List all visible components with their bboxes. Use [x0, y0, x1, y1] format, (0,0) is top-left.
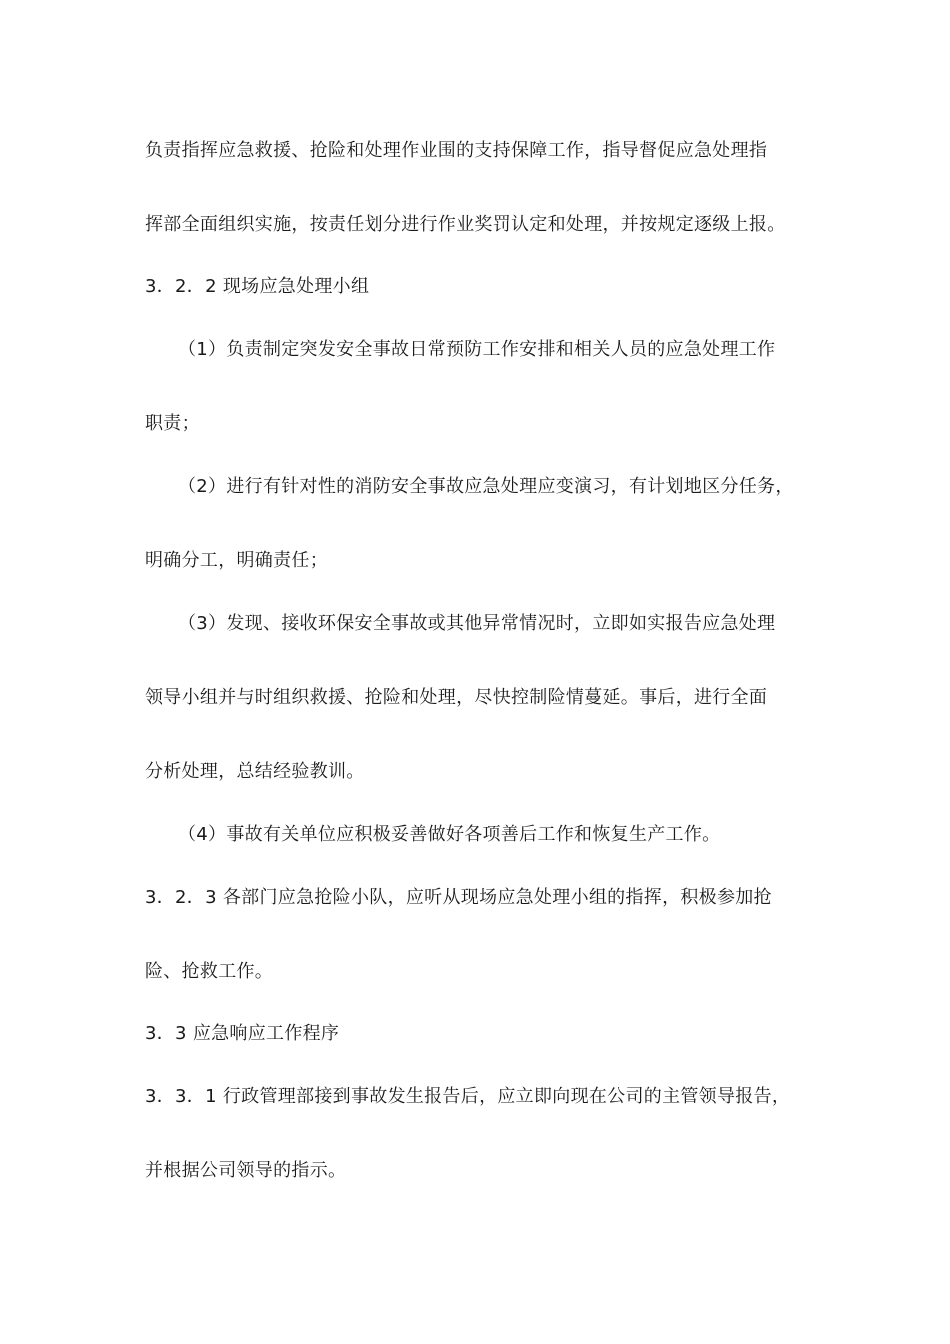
list-item-line: （1）负责制定突发安全事故日常预防工作安排和相关人员的应急处理工作 [178, 339, 776, 360]
section-heading: 3．3．1 行政管理部接到事故发生报告后，应立即向现在公司的主管领导报告， [145, 1086, 791, 1107]
paragraph-line: 并根据公司领导的指示。 [145, 1160, 347, 1181]
list-item-line: 明确分工，明确责任； [145, 550, 328, 571]
paragraph-line: 负责指挥应急救援、抢险和处理作业围的支持保障工作，指导督促应急处理指 [145, 140, 768, 161]
list-item-line: （2）进行有针对性的消防安全事故应急处理应变演习，有计划地区分任务， [178, 476, 794, 497]
list-item-line: 领导小组并与时组织救援、抢险和处理，尽快控制险情蔓延。事后，进行全面 [145, 687, 768, 708]
list-item-line: 职责； [145, 413, 200, 434]
list-item-line: （3）发现、接收环保安全事故或其他异常情况时，立即如实报告应急处理 [178, 613, 776, 634]
list-item-line: （4）事故有关单位应积极妥善做好各项善后工作和恢复生产工作。 [178, 824, 721, 845]
section-heading: 3．2．3 各部门应急抢险小队，应听从现场应急处理小组的指挥，积极参加抢 [145, 887, 772, 908]
paragraph-line: 险、抢救工作。 [145, 961, 274, 982]
list-item-line: 分析处理，总结经验教训。 [145, 761, 365, 782]
paragraph-line: 挥部全面组织实施，按责任划分进行作业奖罚认定和处理，并按规定逐级上报。 [145, 214, 786, 235]
section-heading: 3．2．2 现场应急处理小组 [145, 276, 370, 297]
section-heading: 3．3 应急响应工作程序 [145, 1023, 340, 1044]
